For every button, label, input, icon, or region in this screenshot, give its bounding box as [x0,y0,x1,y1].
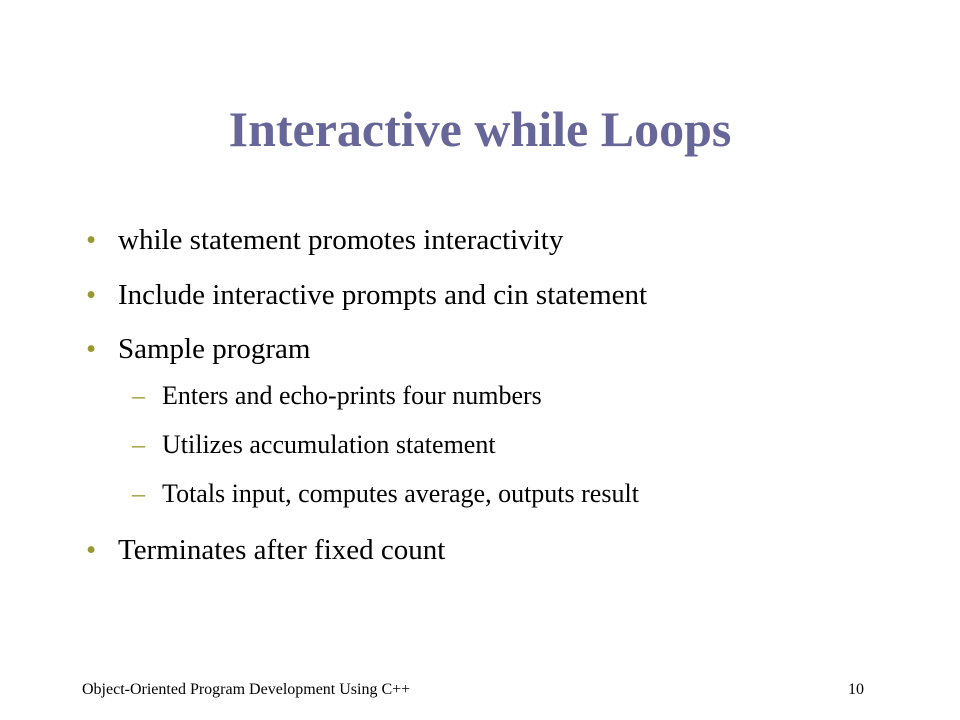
bullet-dot-icon: • [86,279,97,311]
footer-course-title: Object-Oriented Program Development Using C++ [82,681,411,698]
sub-bullet-item [132,381,542,411]
bullet-text: Sample program [118,333,311,365]
sub-bullet-item [132,479,639,509]
sub-bullet-item [132,430,496,460]
bullet-dot-icon: • [86,224,97,256]
sub-bullet-text: Totals input, computes average, outputs result [162,479,639,508]
sub-bullet-text: Utilizes accumulation statement [162,430,496,459]
bullet-text: while statement promotes interactivity [118,224,564,256]
bullet-item [86,223,564,257]
dash-icon: – [132,430,145,459]
dash-icon: – [132,479,145,508]
dash-icon: – [132,381,145,410]
bullet-dot-icon: • [86,534,97,566]
bullet-text: Terminates after fixed count [118,534,446,566]
bullet-item [86,332,311,366]
bullet-item [86,278,648,312]
bullet-item [86,533,446,567]
sub-bullet-text: Enters and echo-prints four numbers [162,381,542,410]
footer-page-number: 10 [848,681,864,698]
bullet-dot-icon: • [86,333,97,365]
bullet-text: Include interactive prompts and cin statement [118,279,648,311]
slide-title: Interactive while Loops [228,101,732,157]
